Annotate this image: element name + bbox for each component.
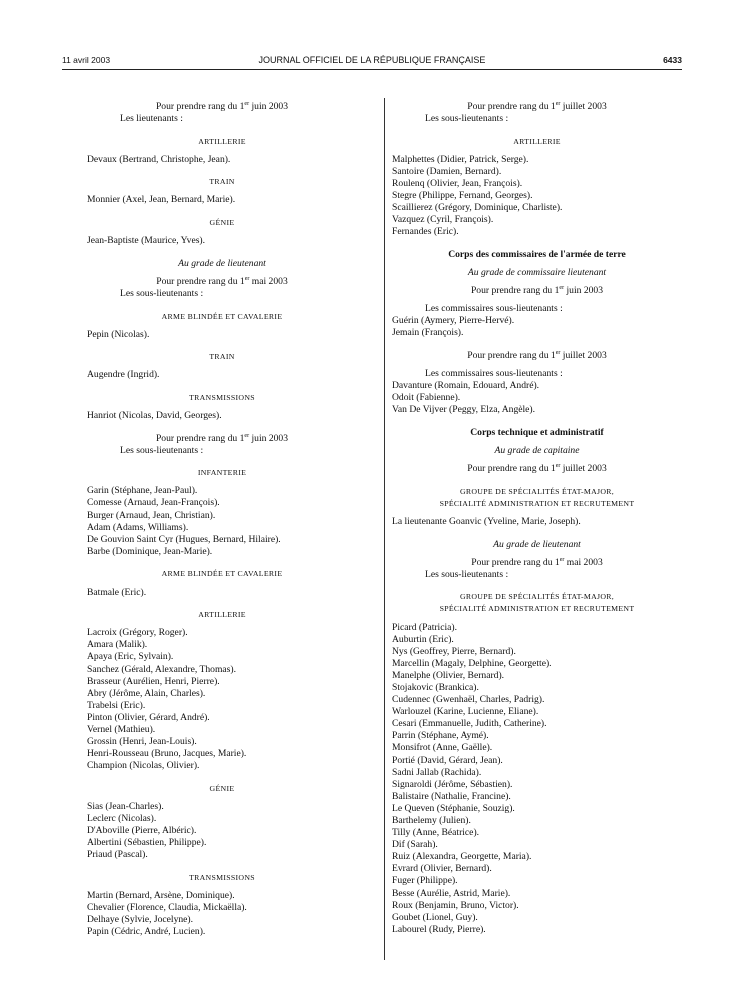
rank-label: Les sous-lieutenants :: [120, 287, 204, 299]
list-item: Jemain (François).: [392, 327, 464, 339]
rank-date: Pour prendre rang du 1er mai 2003: [156, 275, 288, 287]
list-item: Barthelemy (Julien).: [392, 815, 471, 826]
rank-date: Pour prendre rang du 1er juillet 2003: [467, 349, 607, 361]
spacer: [87, 599, 357, 610]
spacer: [392, 581, 682, 592]
rank-label: Les commissaires sous-lieutenants :: [425, 368, 563, 380]
rank-label: Les sous-lieutenants :: [425, 113, 509, 125]
spacer: [87, 207, 357, 218]
rank-date: Pour prendre rang du 1er mai 2003: [471, 556, 603, 568]
section-heading: SPÉCIALITÉ ADMINISTRATION ET RECRUTEMENT: [439, 498, 635, 508]
section-heading: ARTILLERIE: [198, 136, 246, 146]
spacer: [87, 341, 357, 352]
list-item: Vernel (Mathieu).: [87, 723, 156, 735]
page-number: 6433: [663, 55, 682, 65]
list-item: Batmale (Eric).: [87, 586, 147, 598]
list-item: Comesse (Arnaud, Jean-François).: [87, 497, 220, 509]
list-item: Besse (Aurélie, Astrid, Marie).: [392, 887, 511, 899]
right-column: [392, 101, 682, 936]
list-item: Brasseur (Aurélien, Henri, Pierre).: [87, 675, 220, 687]
list-item: Henri-Rousseau (Bruno, Jacques, Marie).: [87, 748, 247, 760]
header-date: 11 avril 2003: [62, 55, 111, 65]
rank-date: Pour prendre rang du 1er juillet 2003: [467, 462, 607, 475]
list-item: Guérin (Aymery, Pierre-Hervé).: [392, 315, 515, 327]
list-item: Devaux (Bertrand, Christophe, Jean).: [87, 153, 231, 165]
section-heading: ARTILLERIE: [198, 610, 246, 620]
list-item: Papin (Cédric, André, Lucien).: [87, 926, 206, 938]
list-item: Garin (Stéphane, Jean-Paul).: [87, 485, 198, 497]
list-item: Picard (Patricia).: [392, 621, 457, 633]
list-item: Chevalier (Florence, Claudia, Mickaëlla).: [87, 902, 247, 914]
section-heading: GROUPE DE SPÉCIALITÉS ÉTAT-MAJOR,: [459, 592, 615, 602]
spacer: [392, 528, 682, 539]
list-item: Abry (Jérôme, Alain, Charles).: [87, 687, 206, 699]
rank-label: Les sous-lieutenants :: [120, 444, 204, 456]
list-item: Adam (Adams, Williams).: [87, 521, 189, 533]
list-item: Stegre (Philippe, Fernand, Georges).: [392, 190, 533, 202]
list-item: Stojakovic (Brankica).: [392, 681, 479, 693]
list-item: Fernandes (Eric).: [392, 226, 459, 238]
list-item: Cesari (Emmanuelle, Judith, Catherine).: [392, 718, 547, 730]
list-item: Marcellin (Magaly, Delphine, Georgette).: [392, 657, 552, 669]
section-heading: SPÉCIALITÉ ADMINISTRATION ET RECRUTEMENT: [439, 604, 635, 614]
grade-heading: Au grade de lieutenant: [493, 538, 581, 550]
list-item: Monnier (Axel, Jean, Bernard, Marie).: [87, 194, 236, 206]
rank-date: Pour prendre rang du 1er juin 2003: [470, 284, 604, 297]
spacer: [87, 300, 357, 311]
rank-date: Pour prendre rang du 1er juin 2003: [155, 432, 289, 444]
list-item: Odoit (Fabienne).: [392, 392, 461, 404]
left-column: [87, 101, 357, 938]
spacer: [87, 457, 357, 468]
list-item: Trabelsi (Eric).: [87, 699, 146, 711]
list-item: Sias (Jean-Charles).: [87, 800, 164, 812]
list-item: Leclerc (Nicolas).: [87, 813, 157, 825]
list-item: Champion (Nicolas, Olivier).: [87, 760, 200, 772]
spacer: [87, 772, 357, 783]
spacer: [392, 340, 682, 351]
list-item: Roux (Benjamin, Bruno, Victor).: [392, 899, 519, 911]
rank-date: Pour prendre rang du 1er juin 2003: [155, 100, 289, 112]
list-item: Warlouzel (Karine, Lucienne, Eliane).: [392, 706, 539, 718]
list-item: Delhaye (Sylvie, Jocelyne).: [87, 914, 194, 926]
list-item: Vazquez (Cyril, François).: [392, 214, 494, 226]
list-item: Santoire (Damien, Bernard).: [392, 165, 502, 177]
rank-label: Les sous-lieutenants :: [425, 568, 509, 580]
section-heading: ARME BLINDÉE ET CAVALERIE: [161, 569, 283, 579]
section-heading: ARTILLERIE: [513, 136, 561, 146]
list-item: Apaya (Eric, Sylvain).: [87, 651, 174, 663]
corps-heading: Corps technique et administratif: [470, 426, 604, 438]
list-item: Nys (Geoffrey, Pierre, Bernard).: [392, 645, 516, 657]
list-item: Balistaire (Nathalie, Francine).: [392, 790, 511, 802]
spacer: [392, 416, 682, 427]
section-heading: GÉNIE: [209, 218, 235, 228]
list-item: Scaillierez (Grégory, Dominique, Charliste).: [392, 202, 563, 214]
list-item: Van De Vijver (Peggy, Elza, Angèle).: [392, 404, 536, 416]
list-item: Parrin (Stéphane, Aymé).: [392, 730, 489, 742]
list-item: Albertini (Sébastien, Philippe).: [87, 837, 207, 849]
list-item: Davanture (Romain, Edouard, André).: [392, 380, 540, 392]
journal-title: JOURNAL OFFICIEL DE LA RÉPUBLIQUE FRANÇAISE: [258, 55, 486, 65]
spacer: [87, 861, 357, 872]
list-item: Barbe (Dominique, Jean-Marie).: [87, 545, 213, 557]
section-heading: INFANTERIE: [197, 468, 247, 478]
list-item: Le Queven (Stéphanie, Souzig).: [392, 802, 515, 814]
rank-date: Pour prendre rang du 1er juillet 2003: [467, 100, 607, 112]
spacer: [87, 247, 357, 258]
rank-label: Les commissaires sous-lieutenants :: [425, 303, 563, 315]
list-item: Priaud (Pascal).: [87, 849, 148, 861]
list-item: D'Aboville (Pierre, Albéric).: [87, 825, 197, 837]
spacer: [87, 125, 357, 136]
list-item: Manelphe (Olivier, Bernard).: [392, 669, 505, 681]
list-item: Pepin (Nicolas).: [87, 328, 150, 340]
grade-heading: Au grade de lieutenant: [178, 257, 266, 269]
section-heading: TRANSMISSIONS: [189, 392, 255, 402]
section-heading: TRANSMISSIONS: [189, 872, 255, 882]
list-item: Evrard (Olivier, Bernard).: [392, 863, 492, 875]
list-item: Malphettes (Didier, Patrick, Serge).: [392, 153, 529, 165]
list-item: Labourel (Rudy, Pierre).: [392, 923, 486, 935]
list-item: Amara (Malik).: [87, 639, 148, 651]
list-item: Lacroix (Grégory, Roger).: [87, 627, 188, 639]
spacer: [87, 381, 357, 392]
list-item: Jean-Baptiste (Maurice, Yves).: [87, 235, 206, 247]
section-heading: TRAIN: [209, 177, 235, 187]
list-item: Auburtin (Eric).: [392, 633, 454, 645]
spacer: [87, 422, 357, 433]
grade-heading: Au grade de capitaine: [494, 445, 580, 457]
list-item: Fuger (Philippe).: [392, 875, 458, 887]
spacer: [87, 558, 357, 569]
list-item: Ruiz (Alexandra, Georgette, Maria).: [392, 851, 532, 863]
list-item: Martin (Bernard, Arsène, Dominique).: [87, 890, 235, 901]
list-item: Cudennec (Gwenhaël, Charles, Padrig).: [392, 694, 545, 706]
list-item: Portié (David, Gérard, Jean).: [392, 754, 503, 766]
list-item: Burger (Arnaud, Jean, Christian).: [87, 509, 216, 521]
section-heading: ARME BLINDÉE ET CAVALERIE: [161, 311, 283, 321]
header-rule: [62, 69, 682, 70]
corps-heading: Corps des commissaires de l'armée de terre: [448, 248, 626, 260]
list-item: Monsifrot (Anne, Gaëlle).: [392, 742, 493, 754]
grade-heading: Au grade de commissaire lieutenant: [467, 267, 607, 279]
list-item: Goubet (Lionel, Guy).: [392, 911, 478, 923]
list-item: Signaroldi (Jérôme, Sébastien).: [392, 778, 513, 790]
section-heading: GÉNIE: [209, 783, 235, 793]
list-item: De Gouvion Saint Cyr (Hugues, Bernard, Hilaire).: [87, 533, 281, 545]
spacer: [392, 475, 682, 486]
list-item: Augendre (Ingrid).: [87, 369, 160, 381]
column-divider: [384, 98, 385, 960]
section-heading: GROUPE DE SPÉCIALITÉS ÉTAT-MAJOR,: [459, 486, 615, 496]
list-item: La lieutenante Goanvic (Yveline, Marie, Joseph).: [392, 515, 581, 527]
spacer: [87, 166, 357, 177]
section-heading: TRAIN: [209, 352, 235, 362]
spacer: [392, 238, 682, 249]
list-item: Sanchez (Gérald, Alexandre, Thomas).: [87, 663, 237, 675]
list-item: Dif (Sarah).: [392, 839, 438, 851]
list-item: Sadni Jallab (Rachida).: [392, 766, 482, 778]
list-item: Hanriot (Nicolas, David, Georges).: [87, 410, 222, 421]
list-item: Grossin (Henri, Jean-Louis).: [87, 736, 197, 748]
list-item: Pinton (Olivier, Gérard, André).: [87, 711, 210, 723]
page-header: [62, 55, 682, 69]
rank-label: Les lieutenants :: [120, 113, 183, 125]
spacer: [392, 125, 682, 136]
list-item: Roulenq (Olivier, Jean, François).: [392, 177, 523, 189]
list-item: Tilly (Anne, Béatrice).: [392, 827, 480, 839]
